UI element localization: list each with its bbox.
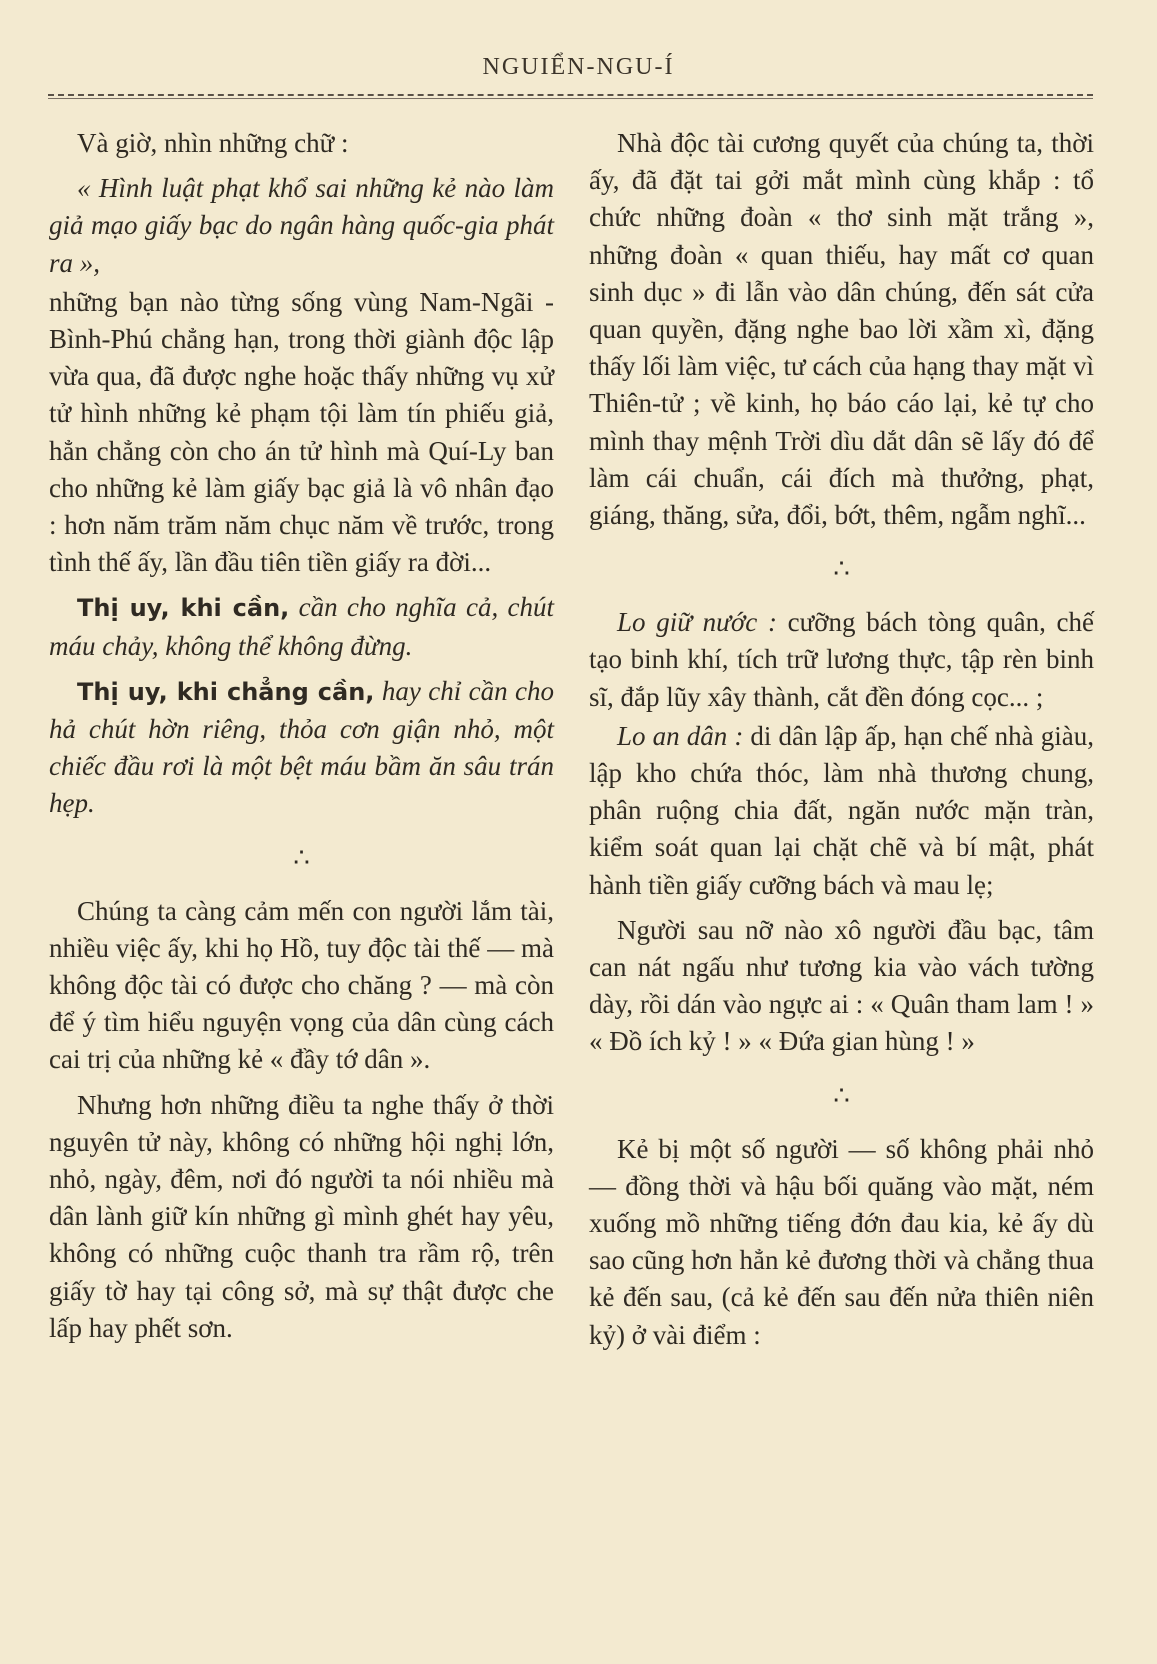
paragraph (49, 589, 554, 664)
paragraph: Và giờ, nhìn những chữ : (77, 128, 349, 158)
bold-lead: Thị uy, khi cần, (77, 594, 290, 623)
paragraph: Kẻ bị một số người — số không phải nhỏ — đồng thời và hậu bối quăng vào mặt, ném xuống mồ những tiếng đớn đau kia, kẻ ấy dù sao cũng hơn hẳn kẻ đương thời và chẳng thua kẻ đến sau, (cả kẻ đến sau đến nửa thiên niên kỷ) ở vài điểm : (589, 1133, 1094, 1350)
paragraph-text: cưỡng bách tòng quân, chế tạo binh khí, tích trữ lương thực, tập rèn binh sĩ, đắp lũy xây thành, cắt đền đóng cọc... ; (589, 607, 1095, 712)
paragraph (49, 170, 554, 282)
paragraph (49, 673, 554, 823)
italic-lead: Lo giữ nước : (617, 607, 777, 638)
paragraph: những bạn nào từng sống vùng Nam-Ngãi - Bình-Phú chẳng hạn, trong thời giành độc lập vừa qua, đã được nghe hoặc thấy những vụ xử tử hình những kẻ phạm tội làm tín phiếu giả, hẳn chẳng còn cho án tử hình mà Quí-Ly ban cho những kẻ làm giấy bạc giả là vô nhân đạo : hơn năm trăm năm chục năm về trước, trong tình thế ấy, lần đầu tiên tiền giấy ra đời... (49, 286, 554, 578)
italic-lead: Lo an dân : (617, 720, 744, 751)
italic-text: hay chỉ cần cho hả chút hờn riêng, thỏa cơn giận nhỏ, một chiếc đầu rơi là một bệt máu bầm ăn sâu trán hẹp. (49, 675, 555, 819)
bold-lead: Thị uy, khi chẳng cần, (77, 677, 375, 706)
italic-text: cần cho nghĩa cả, chút máu chảy, không thể không đừng. (49, 592, 555, 661)
paragraph (589, 718, 1094, 904)
header-rule-thin (48, 98, 1093, 99)
header-rule (48, 94, 1093, 96)
running-header: NGUIỂN-NGU-Í (482, 54, 675, 80)
paragraph: Người sau nỡ nào xô người đầu bạc, tâm can nát ngấu như tương kia vào vách tường dày, rồi dán vào ngực ai : « Quân tham lam ! » « Đồ ích kỷ ! » « Đứa gian hùng ! » (589, 914, 1094, 1057)
left-column (49, 125, 554, 1355)
paragraph (589, 604, 1094, 716)
paragraph: Nhưng hơn những điều ta nghe thấy ở thời nguyên tử này, không có những hội nghị lớn, nhỏ, ngày, đêm, nơi đó người ta nói nhiều mà dân lành giữ kín những gì mình ghét hay yêu, không có những cuộc thanh tra rầm rộ, trên giấy tờ hay tại công sở, mà sự thật được che lấp hay phết sơn. (49, 1089, 554, 1343)
quote-text: « Hình luật phạt khổ sai những kẻ nào làm giả mạo giấy bạc do ngân hàng quốc-gia phát ra », (49, 173, 554, 278)
right-column (589, 125, 1094, 1362)
section-ornament: ∴ (833, 554, 850, 584)
section-ornament: ∴ (293, 842, 310, 872)
section-ornament: ∴ (833, 1080, 850, 1110)
paragraph-text: di dân lập ấp, hạn chế nhà giàu, lập kho chứa thóc, làm nhà thương chung, phân ruộng chia đất, ngăn nước mặn tràn, kiểm soát quan lại chặt chẽ và bí mật, phát hành tiền giấy cưỡng bách và mau lẹ; (589, 720, 1094, 900)
paragraph: Nhà độc tài cương quyết của chúng ta, thời ấy, đã đặt tai gởi mắt mình cùng khắp : tổ chức những đoàn « thơ sinh mặt trắng », những đoàn « quan thiếu, hay mất cơ quan sinh dục » đi lẫn vào dân chúng, đến sát cửa quan quyền, đặng nghe bao lời xầm xì, đặng thấy lối làm việc, tư cách của hạng thay mặt vì Thiên-tử ; về kinh, họ báo cáo lại, kẻ tự cho mình thay mệnh Trời dìu dắt dân sẽ lấy đó để làm cái chuẩn, cái đích mà thưởng, phạt, giáng, thăng, sửa, đổi, bớt, thêm, ngẫm nghĩ... (589, 128, 1094, 531)
paragraph: Chúng ta càng cảm mến con người lắm tài, nhiều việc ấy, khi họ Hồ, tuy độc tài thế — mà không độc tài có được cho chăng ? — mà còn để ý tìm hiểu nguyện vọng của dân cùng cách cai trị của những kẻ « đầy tớ dân ». (49, 895, 554, 1075)
